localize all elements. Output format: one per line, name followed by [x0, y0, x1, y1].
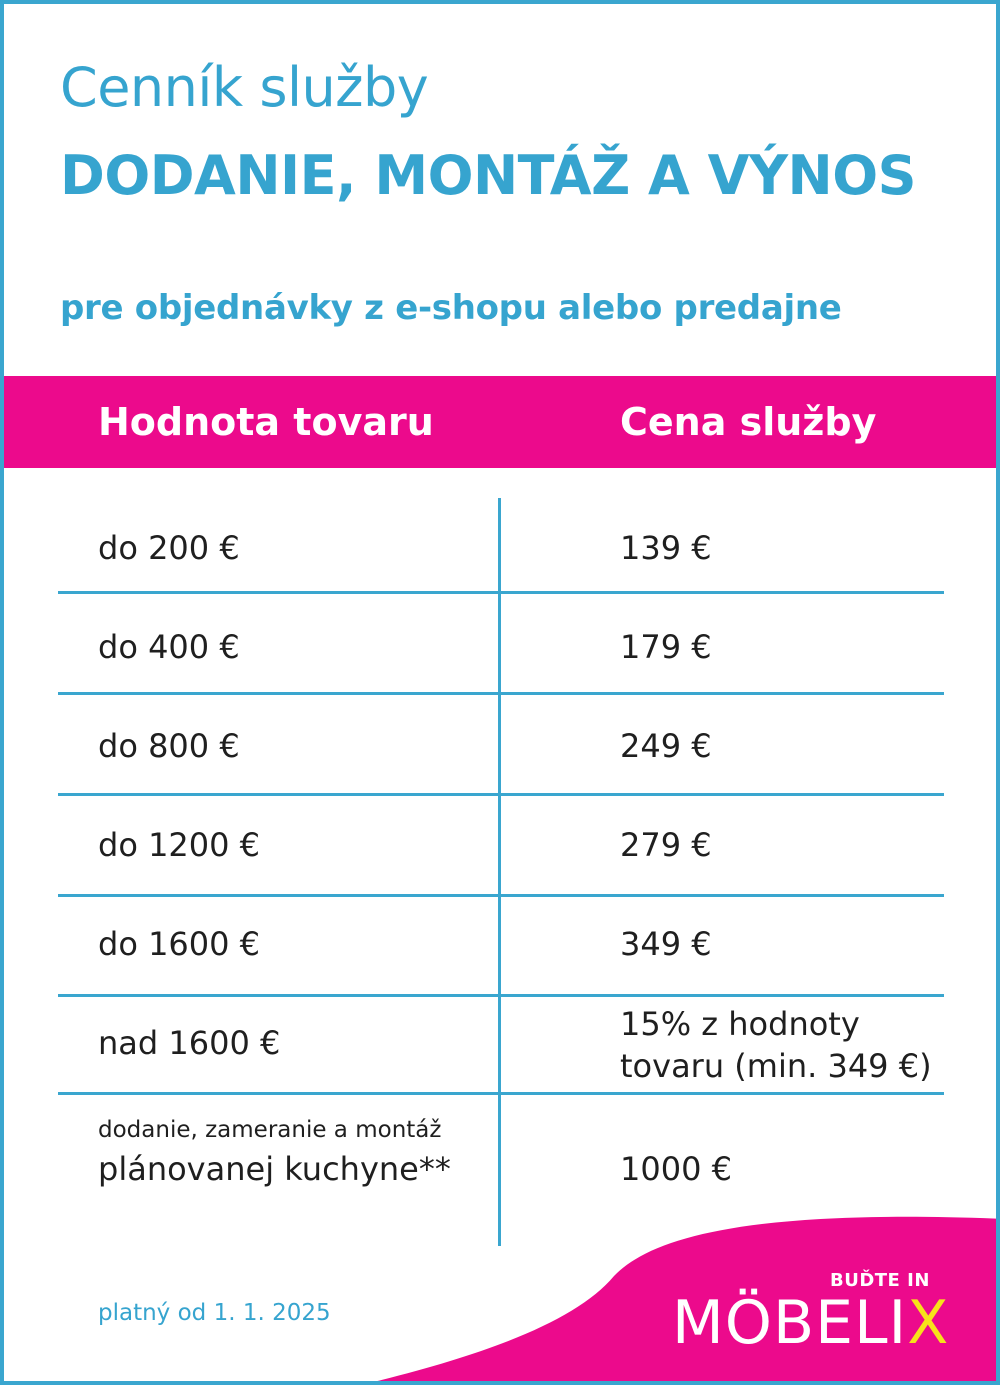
valid-from-date: platný od 1. 1. 2025 [98, 1300, 331, 1326]
row-6-value: nad 1600 € [98, 1024, 281, 1062]
row-5-price: 349 € [620, 925, 712, 963]
row-3-value: do 800 € [98, 727, 240, 765]
page-subtitle: pre objednávky z e-shopu alebo predajne [60, 288, 842, 328]
row-5-value: do 1600 € [98, 925, 261, 963]
column-header-price: Cena služby [620, 400, 877, 444]
row-3-price: 249 € [620, 727, 712, 765]
brand-logo [672, 1288, 949, 1358]
row-6-price-line1: 15% z hodnoty [620, 1005, 860, 1043]
brand-wave-shape [4, 4, 1000, 1385]
row-1-price: 139 € [620, 529, 712, 567]
row-2-value: do 400 € [98, 628, 240, 666]
brand-tagline: BUĎTE IN [830, 1270, 930, 1291]
column-header-value: Hodnota tovaru [98, 400, 434, 444]
page-title-line1: Cenník služby [60, 56, 429, 119]
row-7-price: 1000 € [620, 1150, 732, 1188]
row-1-value: do 200 € [98, 529, 240, 567]
row-7-value-note: dodanie, zameranie a montáž [98, 1117, 442, 1143]
row-2-price: 179 € [620, 628, 712, 666]
brand-logo-text: MÖBELI [672, 1288, 908, 1358]
page-title-line2: DODANIE, MONTÁŽ A VÝNOS [60, 144, 917, 207]
row-4-price: 279 € [620, 826, 712, 864]
row-6-price-line2: tovaru (min. 349 €) [620, 1047, 932, 1085]
row-4-value: do 1200 € [98, 826, 261, 864]
brand-logo-x: X [907, 1288, 950, 1358]
row-7-value: plánovanej kuchyne** [98, 1150, 451, 1188]
